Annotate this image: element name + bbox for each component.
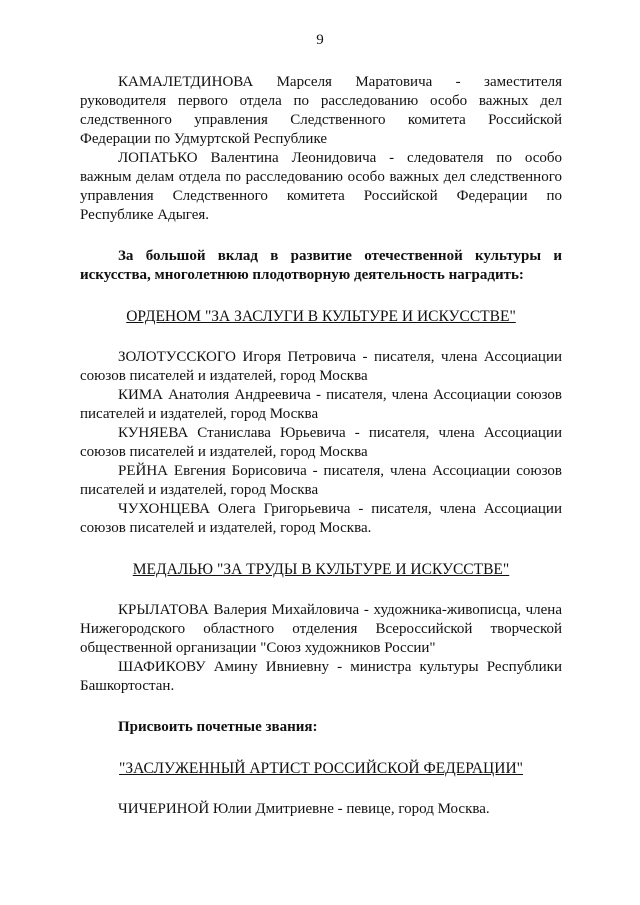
title-recipient-chicherina: ЧИЧЕРИНОЙ Юлии Дмитриевне - певице, город Москва. [118, 801, 490, 817]
document-body [80, 73, 562, 819]
paragraph-lopatko: ЛОПАТЬКО Валентина Леонидовича - следователя по особо важным делам отдела по расследованию особо важных дел следственного управления Следственного комитета Российской Федерации по Республике Адыгея. [80, 150, 562, 223]
medal-recipient-krylatov: КРЫЛАТОВА Валерия Михайловича - художника-живописца, члена Нижегородского областного отделения Всероссийской творческой общественной организации "Союз художников России" [80, 602, 562, 656]
order-recipient-chukhontsev: ЧУХОНЦЕВА Олега Григорьевича - писателя, члена Ассоциации союзов писателей и издателей, город Москва. [80, 501, 562, 536]
order-recipient-kim: КИМА Анатолия Андреевича - писателя, члена Ассоциации союзов писателей и издателей, город Москва [80, 387, 562, 422]
order-heading: ОРДЕНОМ "ЗА ЗАСЛУГИ В КУЛЬТУРЕ И ИСКУССТВЕ" [126, 308, 516, 325]
order-recipient-zolotussky: ЗОЛОТУССКОГО Игоря Петровича - писателя, члена Ассоциации союзов писателей и издателей, город Москва [80, 349, 562, 384]
title-heading: "ЗАСЛУЖЕННЫЙ АРТИСТ РОССИЙСКОЙ ФЕДЕРАЦИИ" [119, 760, 523, 777]
paragraph-kamaletdinov: КАМАЛЕТДИНОВА Марселя Маратовича - заместителя руководителя первого отдела по расследованию особо важных дел следственного управления Следственного комитета Российской Федерации по Удмуртской Республике [80, 74, 562, 147]
medal-recipient-shafikova: ШАФИКОВУ Амину Ивниевну - министра культуры Республики Башкортостан. [80, 659, 562, 694]
page-number: 9 [316, 32, 324, 48]
order-recipient-rein: РЕЙНА Евгения Борисовича - писателя, члена Ассоциации союзов писателей и издателей, город Москва [80, 463, 562, 498]
titles-intro: Присвоить почетные звания: [118, 719, 318, 735]
order-recipient-kunyaev: КУНЯЕВА Станислава Юрьевича - писателя, члена Ассоциации союзов писателей и издателей, город Москва [80, 425, 562, 460]
award-intro: За большой вклад в развитие отечественной культуры и искусства, многолетнюю плодотворную деятельность наградить: [80, 248, 562, 283]
medal-heading: МЕДАЛЬЮ "ЗА ТРУДЫ В КУЛЬТУРЕ И ИСКУССТВЕ" [132, 561, 510, 578]
